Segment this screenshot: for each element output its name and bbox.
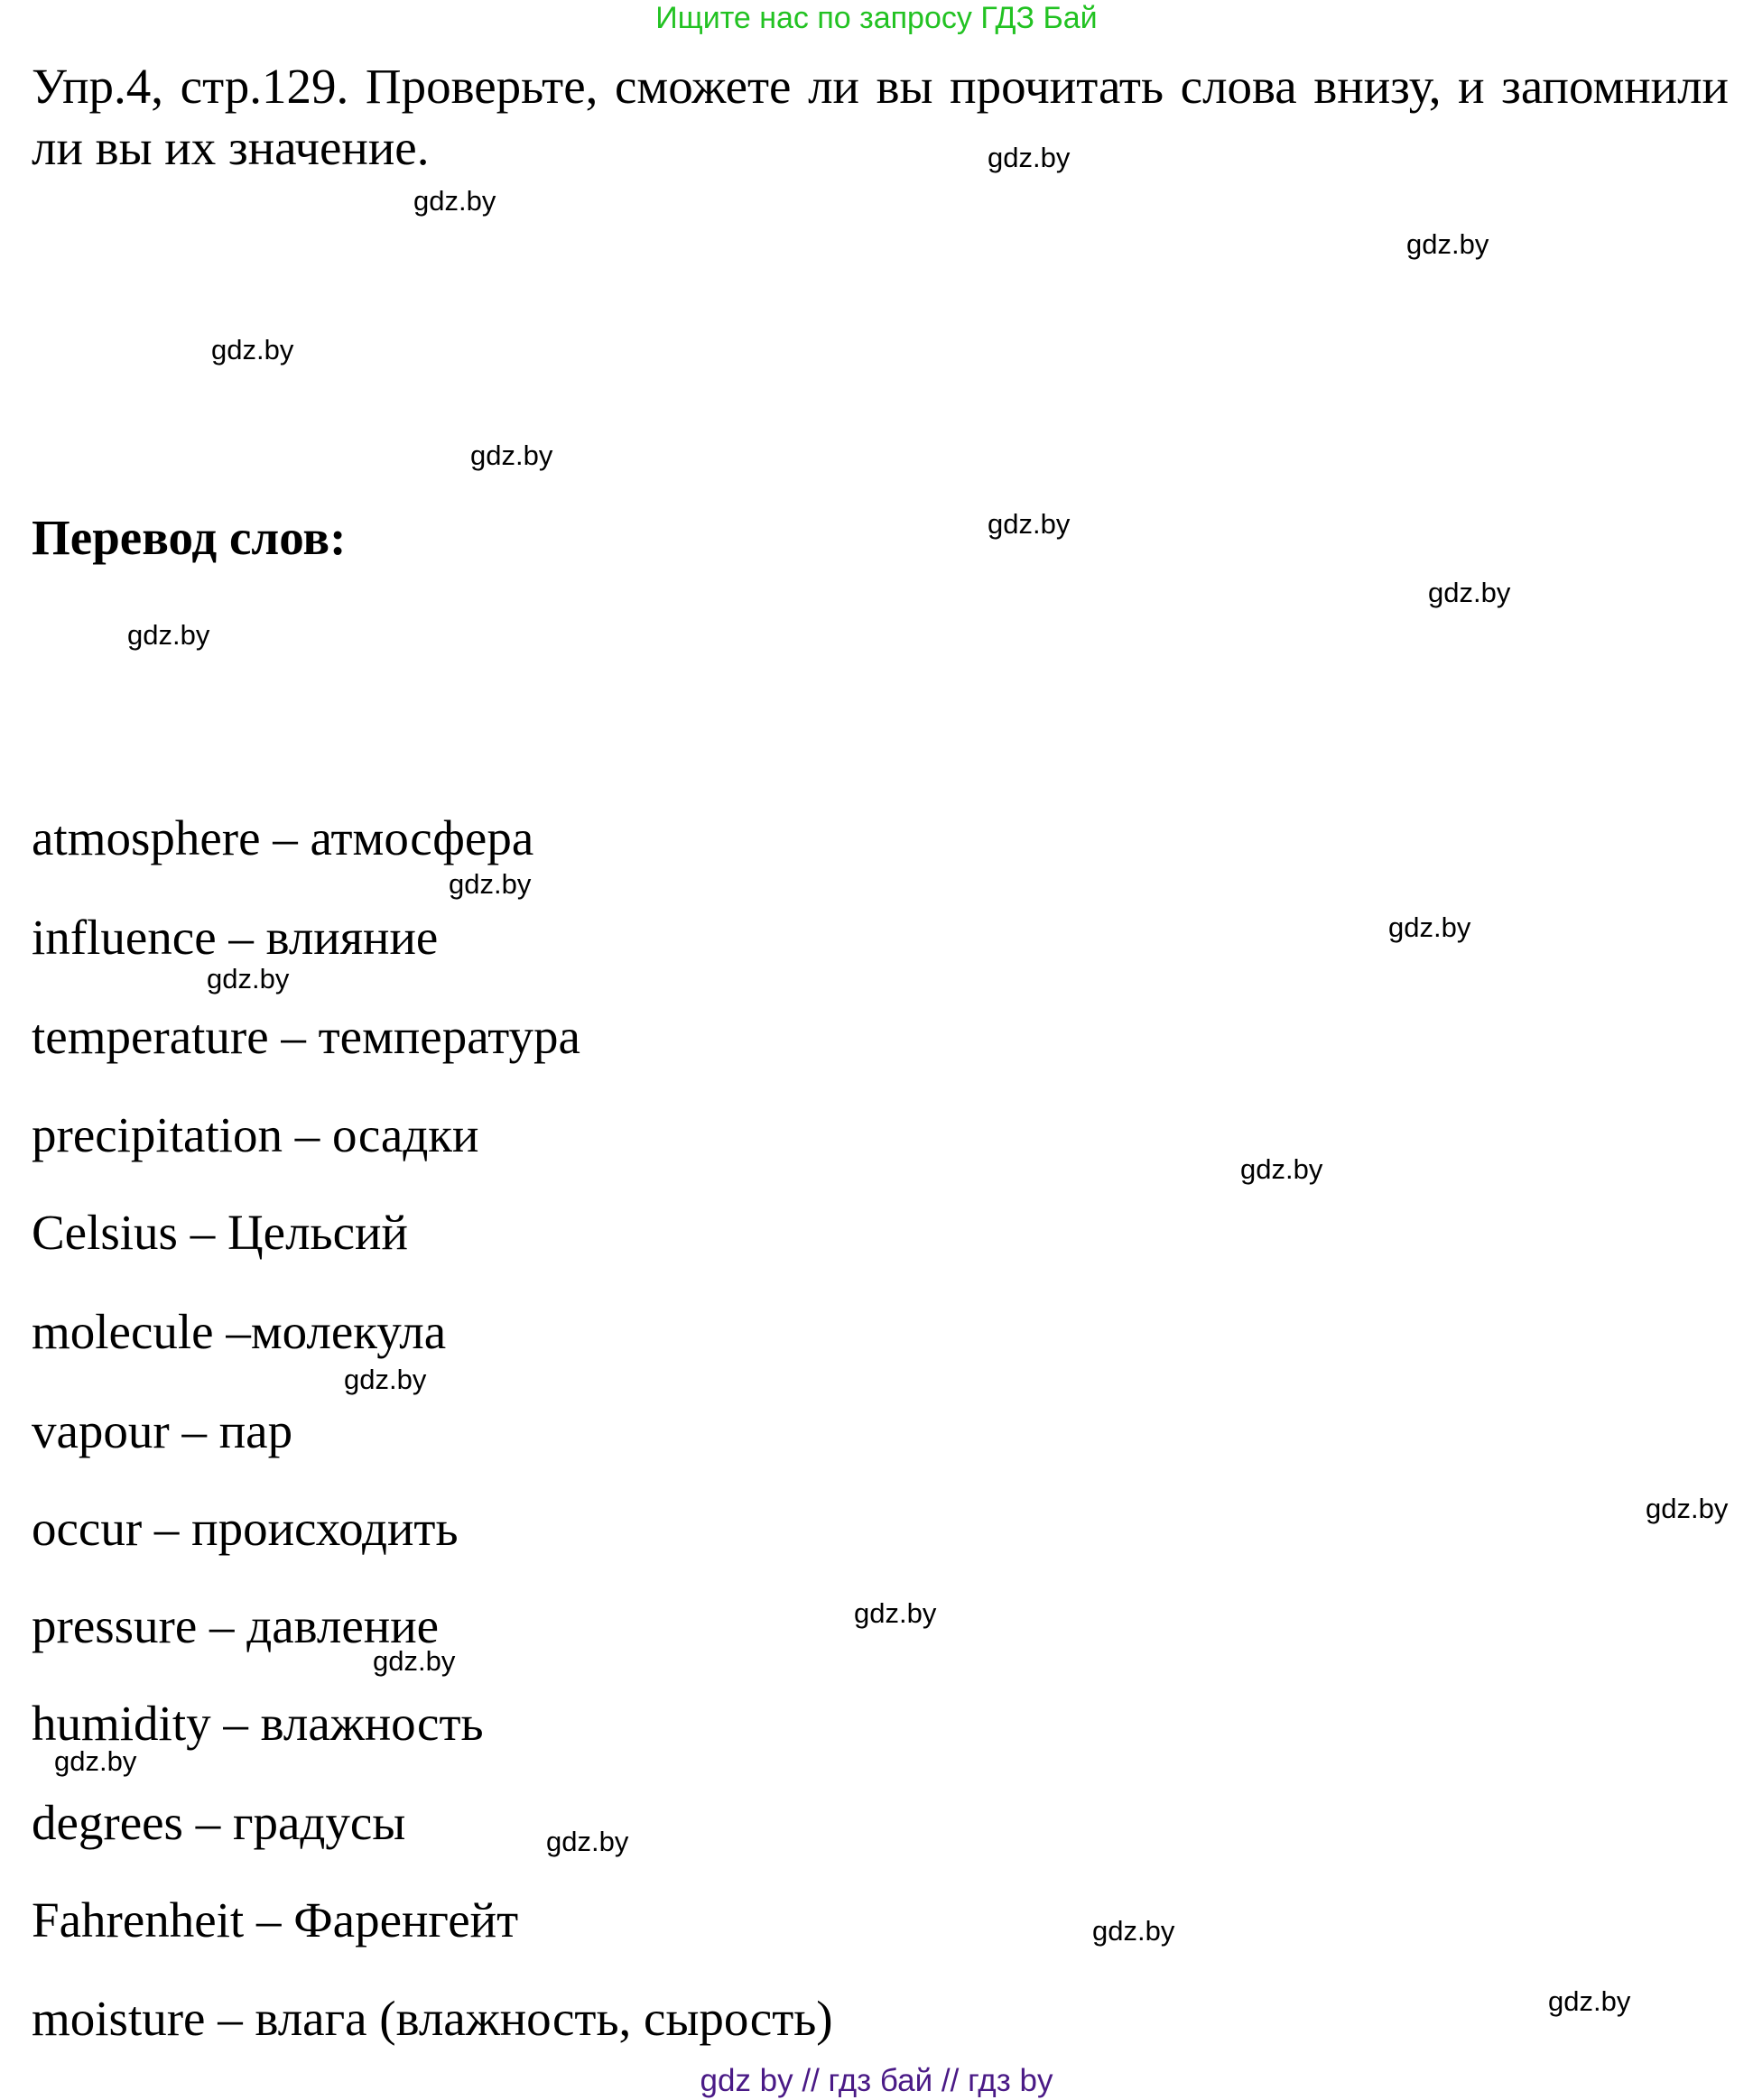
watermark: gdz.by bbox=[1092, 1915, 1175, 1947]
watermark: gdz.by bbox=[988, 508, 1071, 540]
vocabulary-entry: moisture – влага (влажность, сырость) bbox=[32, 1991, 833, 2046]
vocabulary-entry: pressure – давление bbox=[32, 1598, 440, 1653]
vocabulary-entry: occur – происходить bbox=[32, 1501, 459, 1556]
vocabulary-entry: atmosphere – атмосфера bbox=[32, 810, 534, 865]
watermark: gdz.by bbox=[1548, 1985, 1631, 2017]
section-heading: Перевод слов: bbox=[32, 510, 347, 565]
vocabulary-entry: humidity – влажность bbox=[32, 1696, 484, 1751]
watermark: gdz.by bbox=[54, 1745, 137, 1777]
vocabulary-entry: molecule –молекула bbox=[32, 1304, 447, 1359]
search-banner: Ищите нас по запросу ГДЗ Бай bbox=[655, 1, 1098, 35]
watermark: gdz.by bbox=[1406, 228, 1489, 260]
watermark: gdz.by bbox=[546, 1826, 629, 1857]
watermark: gdz.by bbox=[470, 439, 553, 471]
vocabulary-entry: vapour – пар bbox=[32, 1403, 293, 1458]
watermark: gdz.by bbox=[1388, 911, 1471, 943]
vocabulary-entry: temperature – температура bbox=[32, 1009, 580, 1064]
vocabulary-entry: precipitation – осадки bbox=[32, 1107, 479, 1162]
watermark: gdz.by bbox=[988, 142, 1071, 173]
footer-watermark: gdz by // гдз бай // гдз by bbox=[700, 2063, 1053, 2098]
watermark: gdz.by bbox=[1428, 577, 1511, 608]
vocabulary-entry: degrees – градусы bbox=[32, 1795, 406, 1850]
watermark: gdz.by bbox=[1240, 1153, 1323, 1185]
watermark: gdz.by bbox=[854, 1597, 937, 1629]
vocabulary-entry: Celsius – Цельсий bbox=[32, 1205, 408, 1260]
watermark: gdz.by bbox=[413, 185, 496, 217]
watermark: gdz.by bbox=[1646, 1493, 1729, 1524]
vocabulary-entry: influence – влияние bbox=[32, 910, 439, 965]
vocabulary-entry: Fahrenheit – Фаренгейт bbox=[32, 1892, 519, 1947]
watermark: gdz.by bbox=[449, 868, 532, 900]
watermark: gdz.by bbox=[127, 619, 210, 651]
watermark: gdz.by bbox=[344, 1364, 427, 1395]
watermark: gdz.by bbox=[373, 1645, 456, 1677]
exercise-task: Упр.4, стр.129. Проверьте, сможете ли вы прочитать слова внизу, и запомнили ли вы их значение. bbox=[32, 59, 1729, 175]
watermark: gdz.by bbox=[211, 334, 294, 365]
watermark: gdz.by bbox=[207, 963, 290, 994]
